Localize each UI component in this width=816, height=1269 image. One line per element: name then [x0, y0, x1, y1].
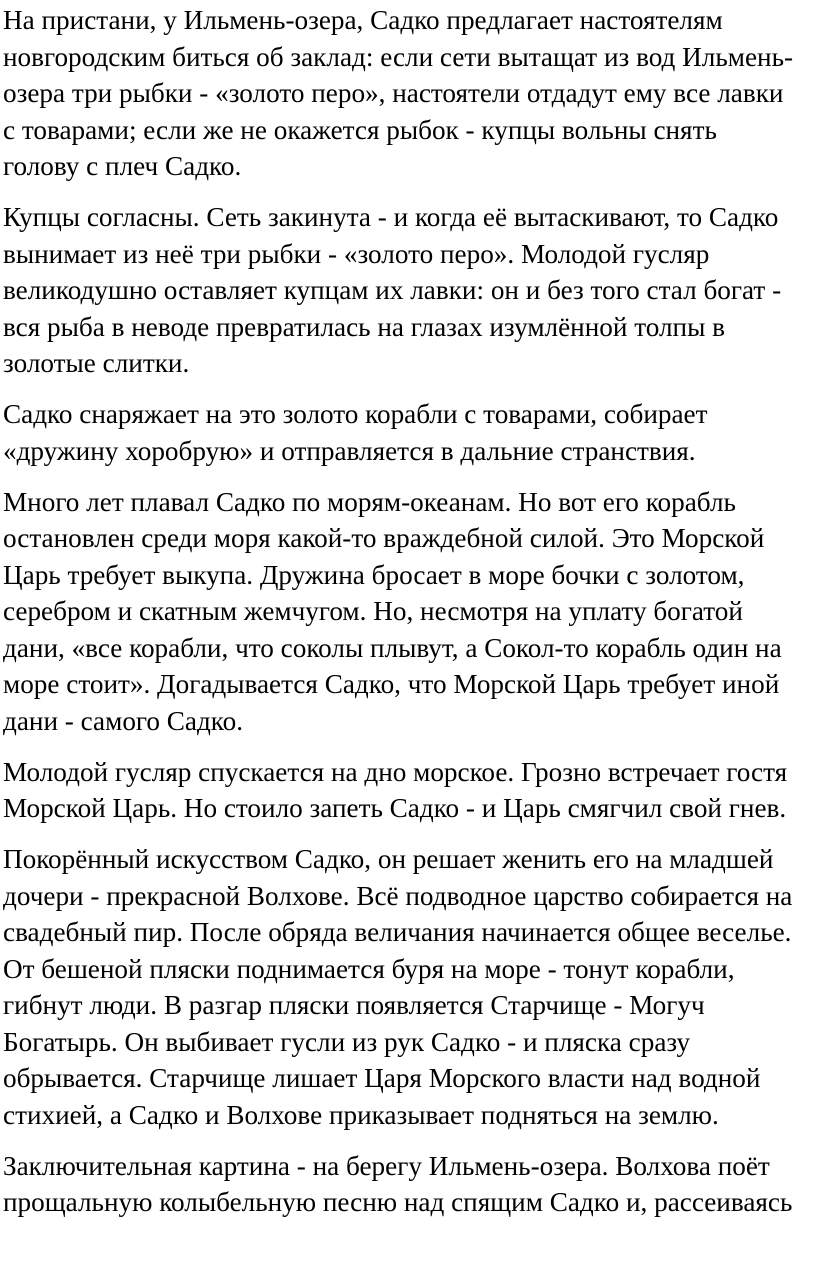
paragraph-5 [0, 754, 816, 827]
text-line: великодушно оставляет купцам их лавки: он и без того стал богат - [3, 275, 782, 305]
paragraph-1 [0, 0, 816, 185]
paragraph-2 [0, 199, 816, 382]
text-line: Купцы согласны. Сеть закинута - и когда её вытаскивают, то Садко [3, 202, 779, 232]
text-line: обрывается. Старчище лишает Царя Морского власти над водной [3, 1063, 761, 1093]
paragraph-spacer [0, 827, 816, 842]
text-line: с товарами; если же не окажется рыбок - купцы вольны снять [3, 114, 717, 145]
text-line: стихией, а Садко и Волхове приказывает подняться на землю. [3, 1099, 719, 1130]
text-line: Заключительная картина - на берегу Ильмень-озера. Волхова поёт [3, 1150, 770, 1181]
text-line: голову с плеч Садко. [3, 151, 242, 181]
text-line: вынимает из неё три рыбки - «золото перо». Молодой гусляр [3, 238, 710, 269]
paragraph-spacer [0, 739, 816, 754]
paragraph-spacer [0, 382, 816, 397]
text-line: море стоит». Догадывается Садко, что Морской Царь требует иной [3, 669, 780, 699]
text-line: гибнут люди. В разгар пляски появляется Старчище - Могуч [3, 990, 705, 1020]
text-line: Молодой гусляр спускается на дно морское. Грозно встречает гостя [3, 756, 788, 787]
text-line: Морской Царь. Но стоило запеть Садко - и Царь смягчил свой гнев. [3, 793, 787, 823]
text-line: серебром и скатным жемчугом. Но, несмотря на уплату богатой [3, 596, 743, 626]
text-line: озера три рыбки - «золото перо», настоятели отдадут ему все лавки [3, 78, 784, 108]
text-line: свадебный пир. После обряда величания начинается общее веселье. [3, 917, 792, 947]
text-line: Богатырь. Он выбивает гусли из рук Садко - и пляска сразу [3, 1026, 691, 1057]
text-line: дани, «все корабли, что соколы плывут, а Сокол-то корабль один на [3, 632, 782, 663]
text-line: дани - самого Садко. [3, 705, 244, 736]
text-line: «дружину хоробрую» и отправляется в дальние странствия. [3, 435, 696, 466]
paragraph-7 [0, 1148, 816, 1221]
paragraph-spacer [0, 469, 816, 484]
paragraph-spacer [0, 1133, 816, 1148]
text-line: От бешеной пляски поднимается буря на море - тонут корабли, [3, 953, 735, 984]
text-line: Много лет плавал Садко по морям-океанам. Но вот его корабль [3, 486, 736, 517]
text-line: Покорённый искусством Садко, он решает женить его на младшей [3, 844, 774, 874]
paragraph-4 [0, 484, 816, 740]
text-line: золотые слитки. [3, 348, 190, 378]
paragraph-3 [0, 396, 816, 469]
paragraph-6 [0, 841, 816, 1133]
text-line: новгородским биться об заклад: если сети вытащат из вод Ильмень- [3, 41, 794, 72]
paragraph-spacer [0, 185, 816, 200]
text-line: остановлен среди моря какой-то враждебной силой. Это Морской [3, 523, 765, 553]
text-line: вся рыба в неводе превратилась на глазах изумлённой толпы в [3, 311, 725, 342]
text-line: дочери - прекрасной Волхове. Всё подводное царство собирается на [3, 880, 793, 911]
text-line: На пристани, у Ильмень-озера, Садко предлагает настоятелям [3, 5, 723, 35]
text-line: Садко снаряжает на это золото корабли с товарами, собирает [3, 399, 708, 429]
text-line: прощальную колыбельную песню над спящим Садко и, рассеиваясь [3, 1187, 793, 1217]
text-line: Царь требует выкупа. Дружина бросает в море бочки с золотом, [3, 559, 745, 590]
